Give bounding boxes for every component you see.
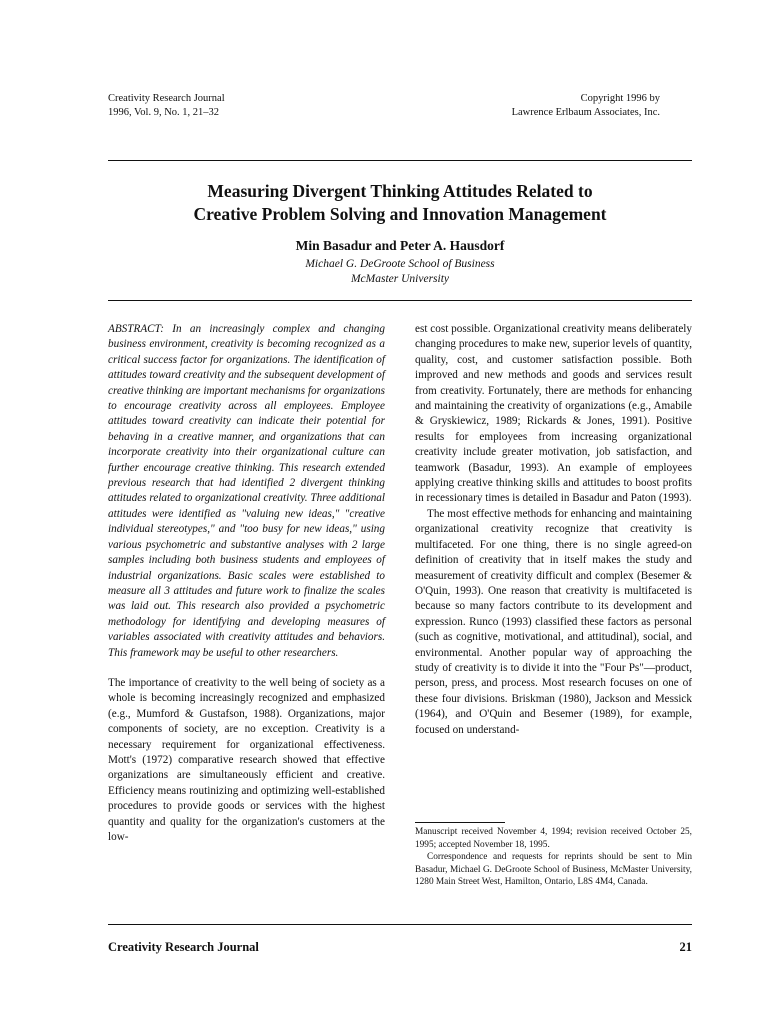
author-affiliation bbox=[108, 257, 692, 287]
footnote bbox=[415, 826, 692, 889]
title-line-2: Creative Problem Solving and Innovation Management bbox=[193, 204, 607, 224]
body-paragraph: est cost possible. Organizational creativity means deliberately changing procedures to make new, superior levels of quantity, quality, cost, and customer satisfaction possible. Both improved and new methods and goods and services result from creativity. Fortunately, there are methods for enhancing and maintaining the creativity of organizations (e.g., Amabile & Gryskiewicz, 1989; Rickards & Jones, 1991). Positive results for employees from increasing organizational creativity include greater motivation, job satisfaction, and teamwork (Basadur, 1993). An example of employees applying creative thinking skills and attitudes to boost profits in recessionary times is detailed in Basadur and Paton (1993). bbox=[415, 323, 692, 505]
body-paragraph: The importance of creativity to the well being of society as a whole is becoming increasingly recognized and emphasized (e.g., Mumford & Gustafson, 1988). Organizations, major components of society, are no exception. Creativity is a necessary requirement for organizational effectiveness. Mott's (1972) comparative research showed that effective organizations are simultaneously efficient and creative. Efficiency means routinizing and optimizing well-established procedures to provide goods or services with the highest quantity and quality for the organization's customers at the low- bbox=[108, 676, 385, 843]
journal-citation bbox=[108, 92, 225, 120]
abstract: ABSTRACT: In an increasingly complex and changing business environment, creativity is becoming recognized as a critical success factor for organizations. The identification of attitudes toward creativity and the subsequent development of creative thinking are important mechanisms for organizations to encourage creativity across all employees. Employee attitudes toward creativity can indicate their potential for behaving in a creative manner, and organizations that can incorporate creativity into their organizational culture can further encourage creative thinking. This research extended previous research that had identified 2 divergent thinking attitudes related to organizational creativity. Three additional attitudes were identified as "valuing new ideas," "creative individual stereotypes," and "too busy for new ideas," using various psychometric and substantive analyses with 2 large samples including both business students and employees of industrial organizations. Basic scales were established to measure all 3 attitudes and future work to finalize the scales was laid out. This research also provided a psychometric methodology for identifying and developing measures of variables associated with creativity attitudes and behaviors. This framework may be useful to other researchers. bbox=[108, 323, 385, 659]
footer-divider bbox=[108, 924, 692, 925]
manuscript-dates: Manuscript received November 4, 1994; revision received October 25, 1995; accepted November 18, 1995. bbox=[415, 827, 692, 850]
copyright-year: Copyright 1996 by bbox=[580, 93, 660, 104]
article-title bbox=[108, 180, 692, 226]
copyright-notice bbox=[512, 92, 660, 120]
title-divider bbox=[108, 300, 692, 301]
body-paragraph: The most effective methods for enhancing and maintaining organizational creativity recognize that creativity is multifaceted. For one thing, there is no single agreed-on definition of creativity that in itself makes the study and measurement of creativity difficult and complex (Besemer & O'Quin, 1993). One reason that creativity is multifaceted is because so many factors contribute to its development and expression. Runco (1993) classified these factors as personal (such as cognitive, motivational, and attitudinal), social, and environmental. Another popular way of approaching the study of creativity is to divide it into the "Four Ps"—product, person, press, and process. Most research focuses on one of these four divisions. Briskman (1980), Jackson and Messick (1964), and O'Quin and Besemer (1989), for example, focused on understand- bbox=[415, 507, 692, 736]
affiliation-line-1: Michael G. DeGroote School of Business bbox=[305, 258, 495, 270]
journal-name: Creativity Research Journal bbox=[108, 93, 225, 104]
left-column bbox=[108, 322, 385, 845]
correspondence-note: Correspondence and requests for reprints should be sent to Min Basadur, Michael G. DeGroote School of Business, McMaster University, 1280 Main Street West, Hamilton, Ontario, L8S 4M4, Canada. bbox=[415, 852, 692, 887]
title-line-1: Measuring Divergent Thinking Attitudes Related to bbox=[207, 181, 593, 201]
right-column bbox=[415, 322, 692, 738]
publisher: Lawrence Erlbaum Associates, Inc. bbox=[511, 107, 660, 118]
footnote-divider bbox=[415, 822, 505, 823]
journal-volume: 1996, Vol. 9, No. 1, 21–32 bbox=[108, 107, 220, 118]
footer-journal-name: Creativity Research Journal bbox=[108, 940, 259, 954]
affiliation-line-2: McMaster University bbox=[350, 273, 450, 285]
author-names: Min Basadur and Peter A. Hausdorf bbox=[295, 238, 505, 253]
page-number: 21 bbox=[679, 940, 692, 954]
header-divider bbox=[108, 160, 692, 161]
